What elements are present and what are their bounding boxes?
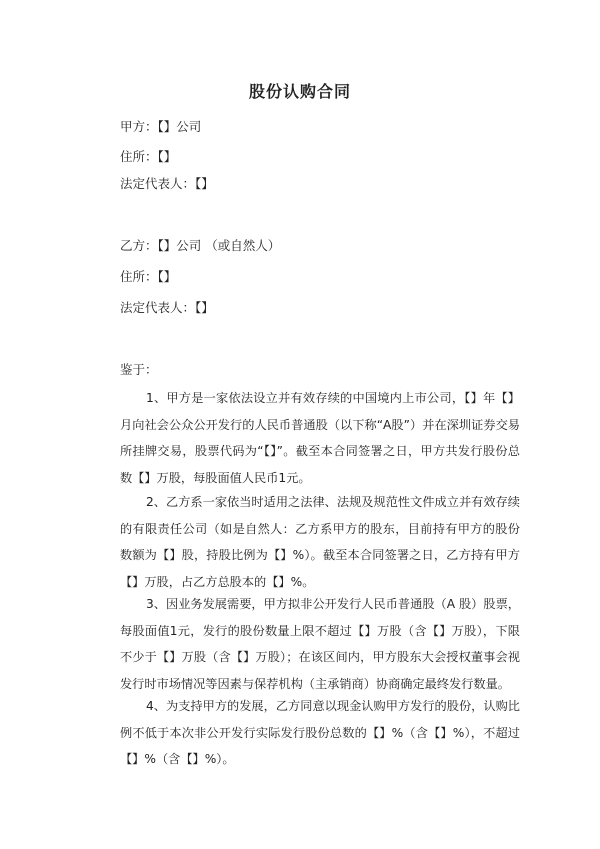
party-a-name: 甲方：【】公司 (120, 119, 202, 134)
party-a-representative: 法定代表人：【】 (120, 176, 214, 191)
party-b-address: 住所：【】 (120, 269, 177, 284)
party-a-address: 住所：【】 (120, 149, 177, 164)
document-title: 股份认购合同 (248, 82, 351, 101)
whereas-heading: 鉴于： (120, 362, 158, 377)
party-b-name: 乙方：【】公司 （或自然人） (120, 238, 281, 253)
clause-2: 2、乙方系一家依当时适用之法律、法规及规范性文件成立并有效存续的有限责任公司（如是自然人：乙方系甲方的股东，目前持有甲方的股份数额为【】股，持股比例为【】%）。截至本合同签署之日，乙方持有甲方【】万股，占乙方总股本的【】%。 (120, 495, 520, 589)
clause-4: 4、为支持甲方的发展，乙方同意以现金认购甲方发行的股份，认购比例不低于本次非公开发行实际发行股份总数的【】%（含【】%），不超过【】%（含【】%）。 (120, 699, 520, 766)
party-b-representative: 法定代表人：【】 (120, 300, 214, 315)
clause-1: 1、甲方是一家依法设立并有效存续的中国境内上市公司，【】年【】月向社会公众公开发行的人民币普通股（以下称“A股”）并在深圳证券交易所挂牌交易，股票代码为“【】”。截至本合同签署之日，甲方共发行股份总数【】万股，每股面值人民币1元。 (120, 391, 520, 485)
clause-3: 3、因业务发展需要，甲方拟非公开发行人民币普通股（A 股）股票，每股面值1元，发行的股份数量上限不超过【】万股（含【】万股），下限不少于【】万股（含【】万股）；在该区间内，甲方股东大会授权董事会视发行时市场情况等因素与保荐机构（主承销商）协商确定最终发行数量。 (120, 597, 520, 691)
